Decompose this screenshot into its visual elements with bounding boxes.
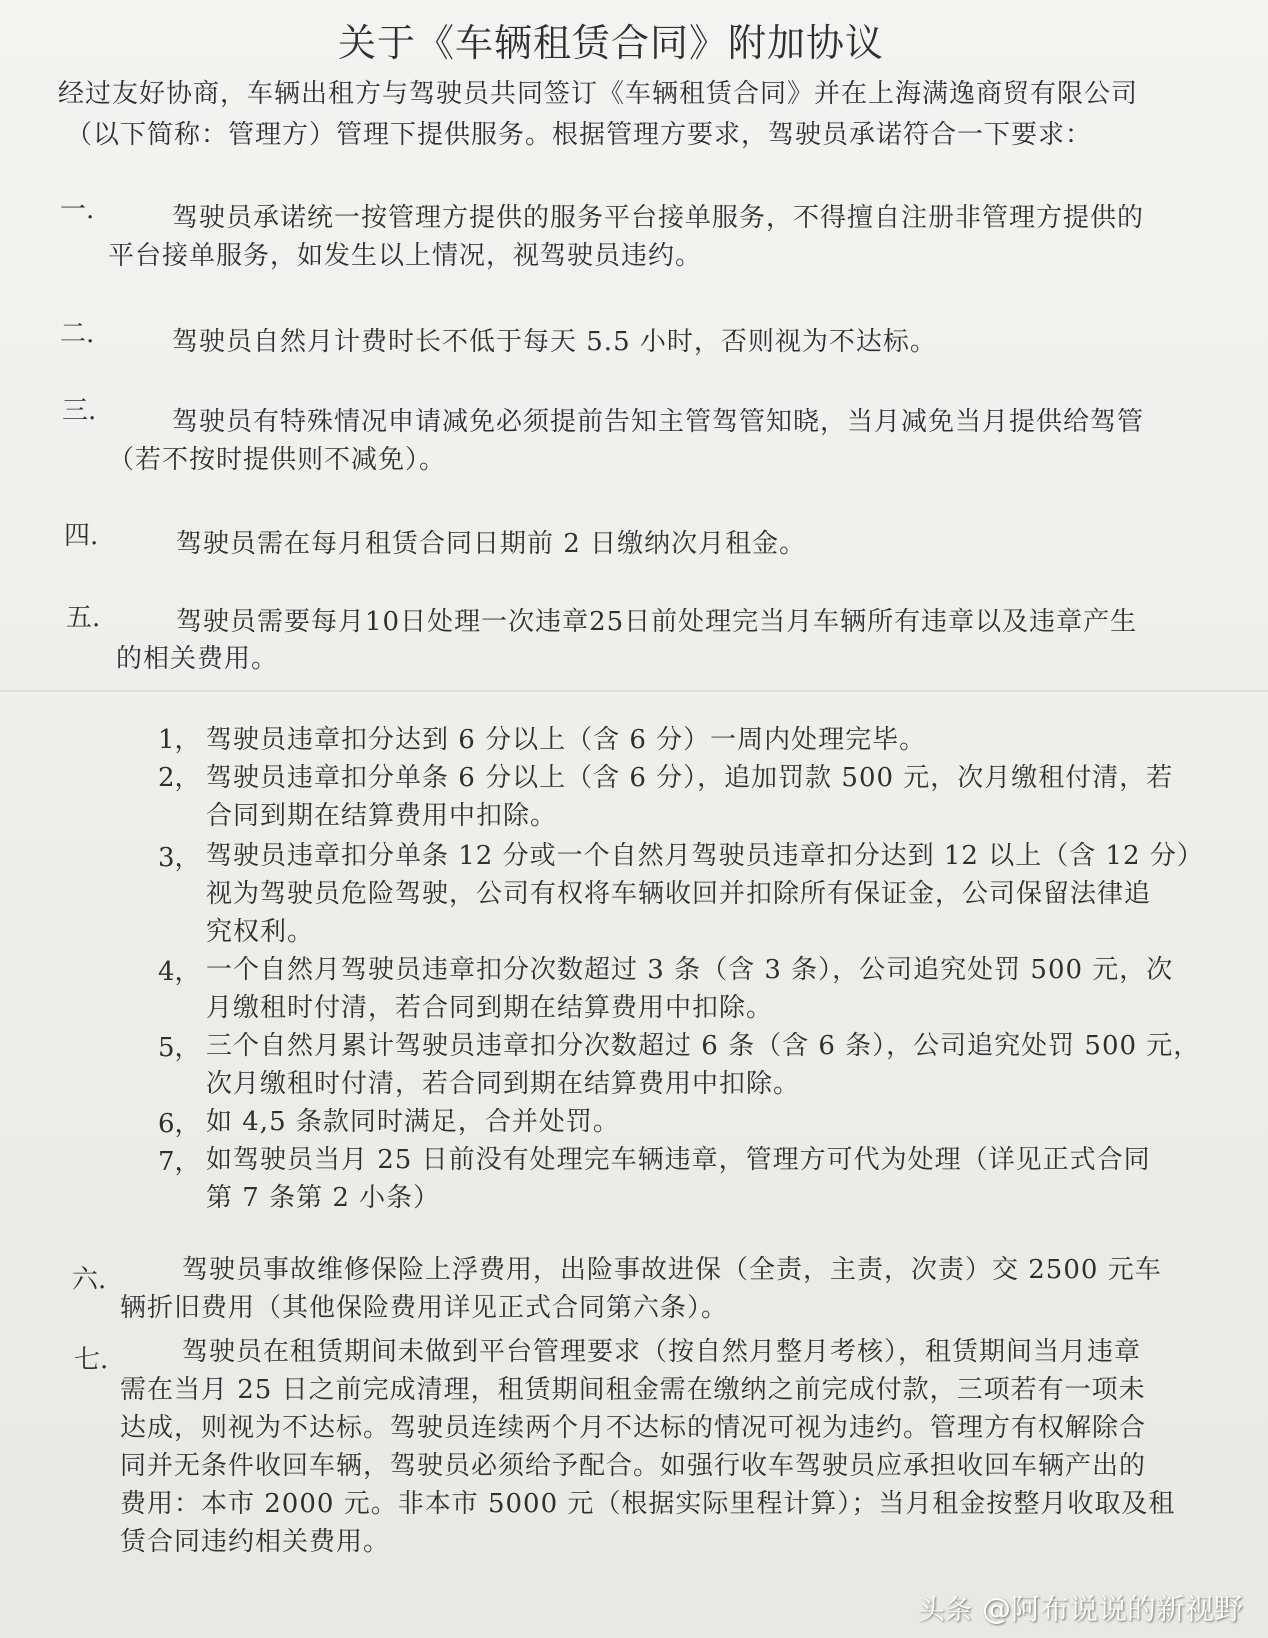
paper-fold-line [0,690,1268,692]
watermark [918,1587,1243,1628]
intro-line: （以下简称：管理方）管理下提供服务。根据管理方要求，驾驶员承诺符合一下要求： [66,120,1093,150]
clause-line: 平台接单服务，如发生以上情况，视驾驶员违约。 [108,241,703,271]
subitem-line: 如驾驶员当月 25 日前没有处理完车辆违章，管理方可代为处理（详见正式合同 [206,1145,1151,1175]
clause-line: 同并无条件收回车辆，驾驶员必须给予配合。如强行收车驾驶员应承担收回车辆产出的 [120,1451,1147,1481]
subitem-number: 6， [158,1109,201,1139]
clause-number: 一. [60,195,95,225]
intro-line: 经过友好协商，车辆出租方与驾驶员共同签订《车辆租赁合同》并在上海满逸商贸有限公司 [58,79,1139,109]
clause-line: 驾驶员需在每月租赁合同日期前 2 日缴纳次月租金。 [176,529,807,559]
clause-line: 的相关费用。 [116,644,279,674]
subitem-number: 4， [158,957,201,987]
subitem-number: 3， [158,843,201,873]
subitem-line: 三个自然月累计驾驶员违章扣分次数超过 6 条（含 6 条），公司追究处罚 500 元， [206,1031,1201,1061]
subitem-line: 视为驾驶员危险驾驶，公司有权将车辆收回并扣除所有保证金，公司保留法律追 [206,879,1152,909]
subitem-line: 一个自然月驾驶员违章扣分次数超过 3 条（含 3 条），公司追究处罚 500 元，次 [206,955,1174,985]
subitem-line: 驾驶员违章扣分达到 6 分以上（含 6 分）一周内处理完毕。 [206,725,927,755]
clause-number: 六. [72,1265,107,1295]
watermark-source: 头条 [917,1595,972,1626]
clause-line: 驾驶员自然月计费时长不低于每天 5.5 小时，否则视为不达标。 [172,327,937,357]
clause-line: 驾驶员在租赁期间未做到平台管理要求（按自然月整月考核），租赁期间当月违章 [182,1337,1142,1367]
clause-line: 辆折旧费用（其他保险费用详见正式合同第六条）。 [120,1293,729,1323]
subitem-line: 究权利。 [206,917,315,947]
subitem-number: 7， [158,1147,201,1177]
document-title: 关于《车辆租赁合同》附加协议 [338,21,885,65]
watermark-author: @阿布说说的新视野 [981,1592,1243,1626]
subitem-number: 5， [158,1033,201,1063]
clause-line: 驾驶员有特殊情况申请减免必须提前告知主管驾管知晓，当月减免当月提供给驾管 [172,407,1145,437]
clause-line: 需在当月 25 日之前完成清理，租赁期间租金需在缴纳之前完成付款，三项若有一项未 [120,1375,1146,1405]
subitem-number: 2， [158,763,201,793]
subitem-line: 月缴租时付清，若合同到期在结算费用中扣除。 [206,993,774,1023]
clause-line: 赁合同违约相关费用。 [120,1527,391,1557]
subitem-line: 第 7 条第 2 小条） [206,1183,441,1213]
subitem-line: 如 4,5 条款同时满足，合并处罚。 [206,1107,620,1137]
clause-line: （若不按时提供则不减免）。 [108,445,447,475]
clause-number: 七. [74,1345,109,1375]
clause-line: 驾驶员事故维修保险上浮费用，出险事故进保（全责，主责，次责）交 2500 元车 [182,1255,1162,1285]
clause-line: 驾驶员承诺统一按管理方提供的服务平台接单服务，不得擅自注册非管理方提供的 [172,203,1145,233]
clause-number: 三. [62,396,97,426]
clause-line: 费用：本市 2000 元。非本市 5000 元（根据实际里程计算）；当月租金按整月收取及租 [120,1489,1176,1519]
clause-number: 四. [64,521,99,551]
subitem-line: 驾驶员违章扣分单条 6 分以上（含 6 分），追加罚款 500 元，次月缴租付清，若 [206,763,1174,793]
subitem-line: 次月缴租时付清，若合同到期在结算费用中扣除。 [206,1069,801,1099]
subitem-line: 合同到期在结算费用中扣除。 [206,801,558,831]
subitem-line: 驾驶员违章扣分单条 12 分或一个自然月驾驶员违章扣分达到 12 以上（含 12 分） [206,841,1204,871]
clause-number: 二. [60,319,95,349]
clause-line: 达成，则视为不达标。驾驶员连续两个月不达标的情况可视为违约。管理方有权解除合 [120,1413,1147,1443]
clause-line: 驾驶员需要每月10日处理一次违章25日前处理完当月车辆所有违章以及违章产生 [176,607,1138,637]
clause-number: 五. [66,603,101,633]
subitem-number: 1， [158,725,201,755]
